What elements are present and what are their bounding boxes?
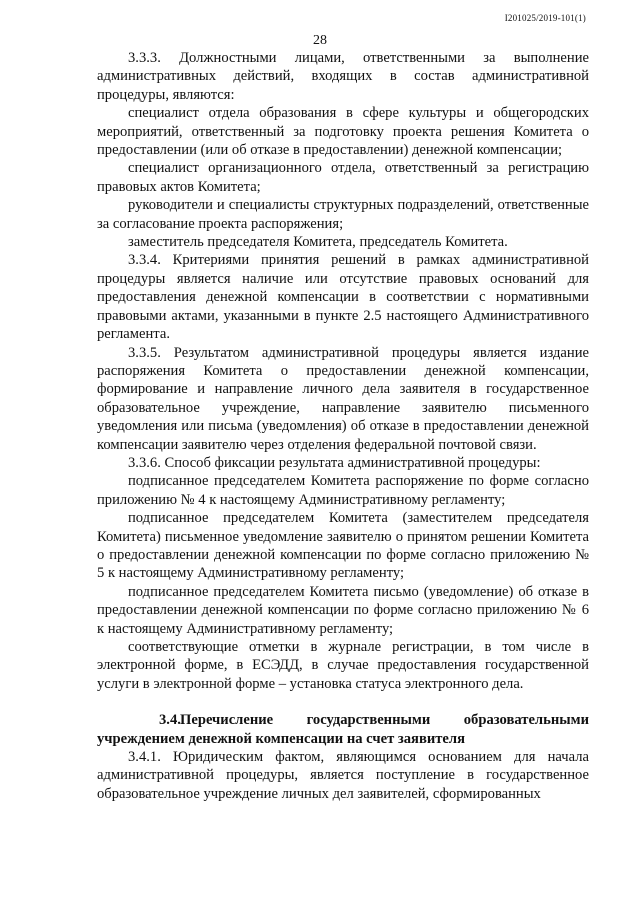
page-number: 28 <box>313 33 327 48</box>
paragraph-specialist-education: специалист отдела образования в сфере культуры и общегородских мероприятий, ответственный за подготовку проекта решения Комитета о предоставлении (или об отказе в предоставлении) денежной компенсации; <box>97 105 589 159</box>
section-title: Перечисление государственными образовательными учреждением денежной компенсации на счет заявителя <box>97 712 589 747</box>
paragraph-signed-order: подписанное председателем Комитета распоряжение по форме согласно приложению № 4 к настоящему Административному регламенту; <box>97 473 589 508</box>
paragraph-signed-refusal: подписанное председателем Комитета письмо (уведомление) об отказе в предоставлении денежной компенсации по форме согласно приложению № 6 к настоящему Административному регламенту; <box>97 583 589 637</box>
paragraph-signed-notification: подписанное председателем Комитета (заместителем председателя Комитета) письменное уведомление заявителю о принятом решении Комитета о предоставлении денежной компенсации по форме согласно приложению № 5 к настоящему Административному регламенту; <box>97 510 589 582</box>
paragraph-specialist-organizational: специалист организационного отдела, ответственный за регистрацию правовых актов Комитета; <box>97 160 589 195</box>
paragraph-3-3-5: 3.3.5. Результатом административной процедуры является издание распоряжения Комитета о предоставлении денежной компенсации, формирование и направление личного дела заявителя в государственное образовательное учреждение, направление заявителю письменного уведомления или письма (уведомления) об отказе в предоставлении денежной компенсации заявителю через отделения федеральной почтовой связи. <box>97 344 589 453</box>
section-number: 3.4. <box>159 712 181 729</box>
paragraph-3-3-4: 3.3.4. Критериями принятия решений в рамках административной процедуры является наличие или отсутствие правовых оснований для предоставления денежной компенсации в соответствии с нормативными правовыми актами, указанными в пункте 2.5 настоящего Административного регламента. <box>97 252 589 343</box>
document-body <box>97 49 589 803</box>
paragraph-3-3-3: 3.3.3. Должностными лицами, ответственными за выполнение административных действий, входящих в состав административной процедуры, являются: <box>97 50 589 103</box>
paragraph-3-3-6: 3.3.6. Способ фиксации результата административной процедуры: <box>128 454 541 471</box>
paragraph-heads-specialists: руководители и специалисты структурных подразделений, ответственные за согласование проекта распоряжения; <box>97 197 589 232</box>
document-code: I201025/2019-101(1) <box>504 13 586 23</box>
paragraph-registration-marks: соответствующие отметки в журнале регистрации, в том числе в электронной форме, в ЕСЭДД, в случае предоставления государственной услуги в электронной форме – установка статуса электронного дела. <box>97 639 589 692</box>
paragraph-deputy-chairman: заместитель председателя Комитета, председатель Комитета. <box>128 234 508 251</box>
paragraph-3-4-1: 3.4.1. Юридическим фактом, являющимся основанием для начала административной процедуры, является поступление в государственное образовательное учреждение личных дел заявителей, сформированных <box>97 749 589 802</box>
section-heading <box>97 711 589 748</box>
